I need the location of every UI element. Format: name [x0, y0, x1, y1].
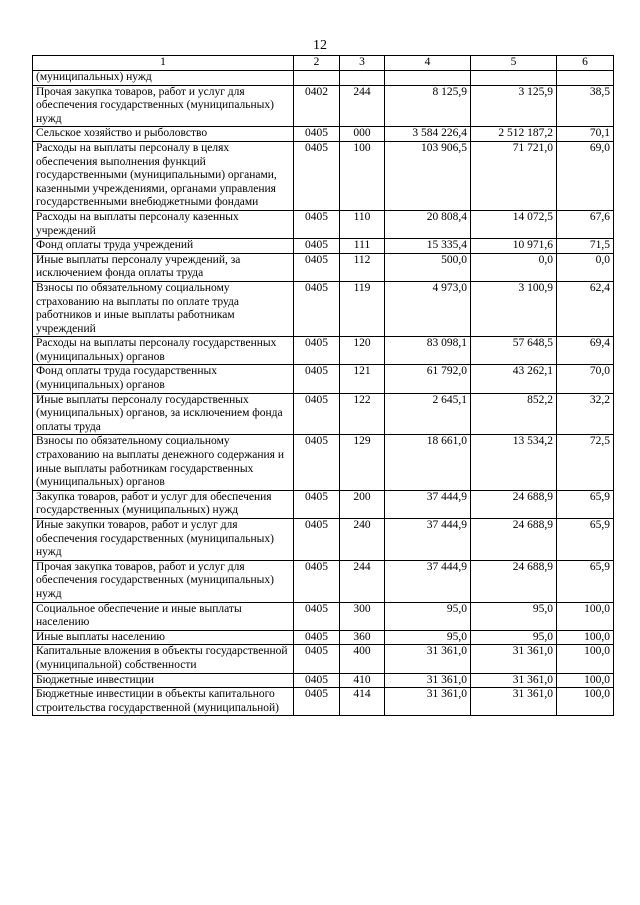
row-actual-amount-cell: 0,0: [471, 253, 557, 281]
row-actual-amount-cell: 95,0: [471, 630, 557, 645]
row-name-cell: Иные выплаты персоналу государственных (муниципальных) органов, за исключением фонда оплаты труда: [33, 393, 294, 435]
row-section-code-cell: 0405: [294, 141, 340, 210]
row-percent-cell: 72,5: [557, 435, 614, 490]
table-row: [33, 560, 614, 602]
row-section-code-cell: [294, 71, 340, 86]
row-name-cell: Прочая закупка товаров, работ и услуг для обеспечения государственных (муниципальных) нужд: [33, 560, 294, 602]
table-row: [33, 337, 614, 365]
row-name-cell: Бюджетные инвестиции в объекты капитального строительства государственной (муниципальной): [33, 688, 294, 716]
row-percent-cell: 32,2: [557, 393, 614, 435]
row-name-cell: (муниципальных) нужд: [33, 71, 294, 86]
row-percent-cell: 67,6: [557, 210, 614, 238]
column-header-2: 2: [294, 56, 340, 71]
row-name-cell: Взносы по обязательному социальному страхованию на выплаты по оплате труда работников и иные выплаты работникам учреждений: [33, 281, 294, 336]
row-actual-amount-cell: 57 648,5: [471, 337, 557, 365]
table-row: [33, 519, 614, 561]
row-expense-kind-cell: 000: [340, 127, 385, 142]
row-plan-amount-cell: 95,0: [385, 602, 471, 630]
row-percent-cell: 100,0: [557, 688, 614, 716]
row-plan-amount-cell: 31 361,0: [385, 645, 471, 673]
row-percent-cell: 100,0: [557, 645, 614, 673]
row-name-cell: Фонд оплаты труда учреждений: [33, 239, 294, 254]
row-name-cell: Капитальные вложения в объекты государственной (муниципальной) собственности: [33, 645, 294, 673]
row-section-code-cell: 0405: [294, 645, 340, 673]
row-actual-amount-cell: 852,2: [471, 393, 557, 435]
table-row: [33, 281, 614, 336]
row-actual-amount-cell: 13 534,2: [471, 435, 557, 490]
row-actual-amount-cell: 31 361,0: [471, 688, 557, 716]
row-percent-cell: 0,0: [557, 253, 614, 281]
table-row: [33, 71, 614, 86]
row-expense-kind-cell: 110: [340, 210, 385, 238]
row-expense-kind-cell: 414: [340, 688, 385, 716]
table-row: [33, 645, 614, 673]
row-percent-cell: 69,4: [557, 337, 614, 365]
page-number: 12: [313, 38, 327, 53]
row-actual-amount-cell: 3 125,9: [471, 85, 557, 127]
row-section-code-cell: 0405: [294, 560, 340, 602]
row-name-cell: Бюджетные инвестиции: [33, 673, 294, 688]
row-actual-amount-cell: 71 721,0: [471, 141, 557, 210]
row-expense-kind-cell: 129: [340, 435, 385, 490]
row-section-code-cell: 0405: [294, 602, 340, 630]
row-actual-amount-cell: [471, 71, 557, 86]
row-expense-kind-cell: 200: [340, 490, 385, 518]
row-plan-amount-cell: 103 906,5: [385, 141, 471, 210]
row-percent-cell: 65,9: [557, 519, 614, 561]
row-plan-amount-cell: 31 361,0: [385, 688, 471, 716]
row-actual-amount-cell: 14 072,5: [471, 210, 557, 238]
row-name-cell: Фонд оплаты труда государственных (муниципальных) органов: [33, 365, 294, 393]
row-percent-cell: 65,9: [557, 560, 614, 602]
row-percent-cell: 70,1: [557, 127, 614, 142]
table-row: [33, 393, 614, 435]
row-name-cell: Социальное обеспечение и иные выплаты населению: [33, 602, 294, 630]
column-header-1: 1: [33, 56, 294, 71]
row-percent-cell: 65,9: [557, 490, 614, 518]
column-header-4: 4: [385, 56, 471, 71]
row-expense-kind-cell: 240: [340, 519, 385, 561]
row-plan-amount-cell: 83 098,1: [385, 337, 471, 365]
row-expense-kind-cell: [340, 71, 385, 86]
row-section-code-cell: 0405: [294, 127, 340, 142]
row-section-code-cell: 0405: [294, 210, 340, 238]
budget-table: [32, 55, 614, 716]
row-expense-kind-cell: 400: [340, 645, 385, 673]
table-row: [33, 688, 614, 716]
row-section-code-cell: 0405: [294, 239, 340, 254]
table-row: [33, 141, 614, 210]
row-name-cell: Иные выплаты персоналу учреждений, за исключением фонда оплаты труда: [33, 253, 294, 281]
table-row: [33, 490, 614, 518]
table-body: [33, 71, 614, 716]
row-expense-kind-cell: 300: [340, 602, 385, 630]
table-row: [33, 630, 614, 645]
row-plan-amount-cell: 37 444,9: [385, 519, 471, 561]
row-actual-amount-cell: 3 100,9: [471, 281, 557, 336]
row-plan-amount-cell: 500,0: [385, 253, 471, 281]
row-section-code-cell: 0405: [294, 630, 340, 645]
row-name-cell: Расходы на выплаты персоналу казенных учреждений: [33, 210, 294, 238]
row-actual-amount-cell: 24 688,9: [471, 519, 557, 561]
row-plan-amount-cell: [385, 71, 471, 86]
row-section-code-cell: 0405: [294, 688, 340, 716]
row-percent-cell: 100,0: [557, 602, 614, 630]
row-actual-amount-cell: 31 361,0: [471, 645, 557, 673]
row-actual-amount-cell: 24 688,9: [471, 490, 557, 518]
table-row: [33, 673, 614, 688]
column-header-6: 6: [557, 56, 614, 71]
row-expense-kind-cell: 119: [340, 281, 385, 336]
row-plan-amount-cell: 15 335,4: [385, 239, 471, 254]
row-actual-amount-cell: 95,0: [471, 602, 557, 630]
row-actual-amount-cell: 31 361,0: [471, 673, 557, 688]
row-section-code-cell: 0405: [294, 393, 340, 435]
row-percent-cell: 69,0: [557, 141, 614, 210]
table-row: [33, 253, 614, 281]
row-expense-kind-cell: 360: [340, 630, 385, 645]
row-percent-cell: 38,5: [557, 85, 614, 127]
table-row: [33, 602, 614, 630]
row-name-cell: Расходы на выплаты персоналу государственных (муниципальных) органов: [33, 337, 294, 365]
row-name-cell: Взносы по обязательному социальному страхованию на выплаты денежного содержания и иные выплаты работникам государственных (муниципальных) органов: [33, 435, 294, 490]
row-expense-kind-cell: 111: [340, 239, 385, 254]
row-section-code-cell: 0405: [294, 337, 340, 365]
row-section-code-cell: 0405: [294, 490, 340, 518]
row-name-cell: Иные закупки товаров, работ и услуг для обеспечения государственных (муниципальных) нужд: [33, 519, 294, 561]
row-plan-amount-cell: 8 125,9: [385, 85, 471, 127]
row-plan-amount-cell: 2 645,1: [385, 393, 471, 435]
row-plan-amount-cell: 20 808,4: [385, 210, 471, 238]
table-header-row: [33, 56, 614, 71]
row-actual-amount-cell: 24 688,9: [471, 560, 557, 602]
row-name-cell: Расходы на выплаты персоналу в целях обеспечения выполнения функций государственными (муниципальными) органами, казенными учреждениями, органами управления государственными внебюджетными фондами: [33, 141, 294, 210]
table-row: [33, 239, 614, 254]
row-plan-amount-cell: 3 584 226,4: [385, 127, 471, 142]
row-section-code-cell: 0405: [294, 365, 340, 393]
row-section-code-cell: 0402: [294, 85, 340, 127]
row-actual-amount-cell: 43 262,1: [471, 365, 557, 393]
row-plan-amount-cell: 61 792,0: [385, 365, 471, 393]
row-expense-kind-cell: 112: [340, 253, 385, 281]
table-row: [33, 127, 614, 142]
row-section-code-cell: 0405: [294, 519, 340, 561]
row-expense-kind-cell: 244: [340, 85, 385, 127]
row-expense-kind-cell: 244: [340, 560, 385, 602]
row-expense-kind-cell: 120: [340, 337, 385, 365]
row-plan-amount-cell: 37 444,9: [385, 560, 471, 602]
column-header-5: 5: [471, 56, 557, 71]
row-percent-cell: 100,0: [557, 630, 614, 645]
table-row: [33, 85, 614, 127]
row-plan-amount-cell: 37 444,9: [385, 490, 471, 518]
row-plan-amount-cell: 31 361,0: [385, 673, 471, 688]
row-section-code-cell: 0405: [294, 281, 340, 336]
row-percent-cell: [557, 71, 614, 86]
row-percent-cell: 62,4: [557, 281, 614, 336]
row-name-cell: Закупка товаров, работ и услуг для обеспечения государственных (муниципальных) нужд: [33, 490, 294, 518]
table-row: [33, 365, 614, 393]
row-expense-kind-cell: 410: [340, 673, 385, 688]
row-expense-kind-cell: 100: [340, 141, 385, 210]
column-header-3: 3: [340, 56, 385, 71]
row-name-cell: Сельское хозяйство и рыболовство: [33, 127, 294, 142]
row-section-code-cell: 0405: [294, 253, 340, 281]
row-plan-amount-cell: 95,0: [385, 630, 471, 645]
row-plan-amount-cell: 4 973,0: [385, 281, 471, 336]
row-name-cell: Прочая закупка товаров, работ и услуг для обеспечения государственных (муниципальных) нужд: [33, 85, 294, 127]
row-expense-kind-cell: 121: [340, 365, 385, 393]
row-section-code-cell: 0405: [294, 673, 340, 688]
row-expense-kind-cell: 122: [340, 393, 385, 435]
row-actual-amount-cell: 10 971,6: [471, 239, 557, 254]
row-actual-amount-cell: 2 512 187,2: [471, 127, 557, 142]
table-row: [33, 210, 614, 238]
row-percent-cell: 100,0: [557, 673, 614, 688]
row-percent-cell: 70,0: [557, 365, 614, 393]
row-section-code-cell: 0405: [294, 435, 340, 490]
row-percent-cell: 71,5: [557, 239, 614, 254]
row-name-cell: Иные выплаты населению: [33, 630, 294, 645]
row-plan-amount-cell: 18 661,0: [385, 435, 471, 490]
table-row: [33, 435, 614, 490]
